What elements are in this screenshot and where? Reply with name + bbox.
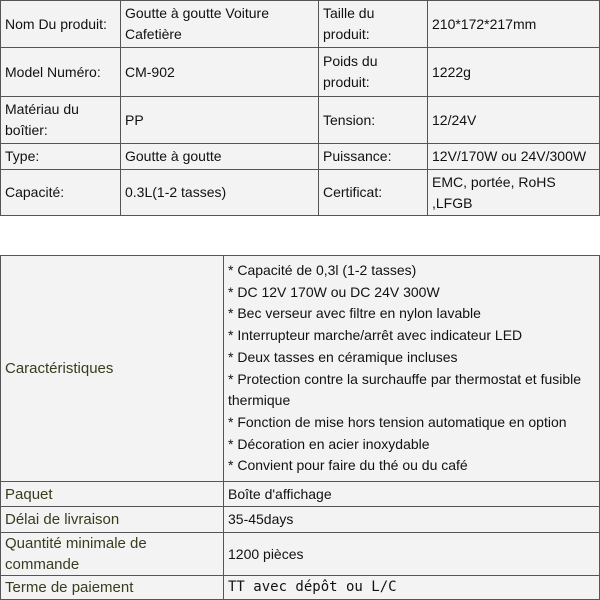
detail-row-moq [1,533,600,576]
spec-value: 210*172*217mm [428,1,600,48]
detail-row-package [1,482,600,507]
payment-label: Terme de paiement [1,576,224,600]
spec-row [1,170,600,216]
spec-value: Goutte à goutte [121,144,319,170]
package-label: Paquet [1,482,224,507]
features-list [224,256,600,482]
feature-item: * Deux tasses en céramique incluses [228,348,458,365]
spec-label: Model Numéro: [1,48,121,97]
detail-row-payment [1,576,600,600]
spec-value: 12V/170W ou 24V/300W [428,144,600,170]
spec-label: Nom Du produit: [1,1,121,48]
moq-label: Quantité minimale de commande [1,533,224,576]
spec-value: 1222g [428,48,600,97]
product-specs-table [0,0,600,216]
feature-item: * Convient pour faire du thé ou du café [228,457,468,474]
spec-row [1,48,600,97]
spec-label: Puissance: [319,144,428,170]
detail-row-features [1,256,600,482]
product-details-table [0,255,600,600]
spec-label: Type: [1,144,121,170]
feature-item: * Interrupteur marche/arrêt avec indicateur LED [228,327,523,344]
payment-value: TT avec dépôt ou L/C [224,576,600,600]
delivery-label: Délai de livraison [1,507,224,533]
feature-item: * Capacité de 0,3l (1-2 tasses) [228,261,417,278]
spec-value: PP [121,97,319,144]
spec-row [1,97,600,144]
feature-item: * Protection contre la surchauffe par thermostat et fusible thermique [228,370,582,409]
spec-row [1,1,600,48]
spec-label: Tension: [319,97,428,144]
feature-item: * Décoration en acier inoxydable [228,435,430,452]
spec-label: Capacité: [1,170,121,216]
feature-item: * Bec verseur avec filtre en nylon lavable [228,305,481,322]
spec-label: Poids du produit: [319,48,428,97]
spec-value: EMC, portée, RoHS ,LFGB [428,170,600,216]
spec-label: Matériau du boîtier: [1,97,121,144]
spec-label: Taille du produit: [319,1,428,48]
delivery-value: 35-45days [224,507,600,533]
spec-value: 12/24V [428,97,600,144]
features-label: Caractéristiques [1,256,224,482]
spec-value: CM-902 [121,48,319,97]
feature-item: * DC 12V 170W ou DC 24V 300W [228,283,440,300]
package-value: Boîte d'affichage [224,482,600,507]
detail-row-delivery [1,507,600,533]
feature-item: * Fonction de mise hors tension automatique en option [228,413,567,430]
moq-value: 1200 pièces [224,533,600,576]
spec-value: 0.3L(1-2 tasses) [121,170,319,216]
spec-value: Goutte à goutte Voiture Cafetière [121,1,319,48]
spec-row [1,144,600,170]
spec-label: Certificat: [319,170,428,216]
